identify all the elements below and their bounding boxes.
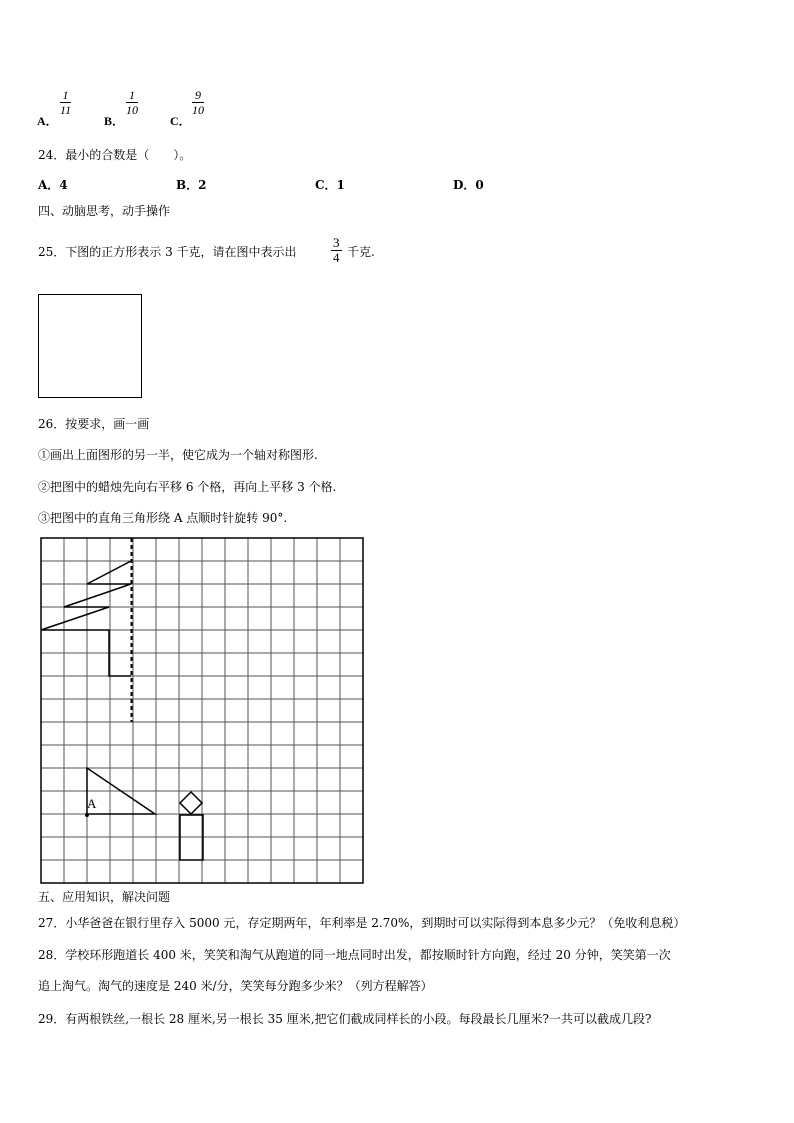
q29-text: 29．有两根铁丝,一根长 28 厘米,另一根长 35 厘米,把它们截成同样长的小段。每段最长几厘米?一共可以截成几段? <box>38 1012 652 1026</box>
q23-option-c-label: C． <box>170 114 191 128</box>
q25-text-after: 千克. <box>347 245 375 259</box>
q23-option-b-label: B． <box>104 114 125 128</box>
q24-option-a: A．4 <box>38 178 68 192</box>
q28-line-2: 追上淘气。淘气的速度是 240 米/分，笑笑每分跑多少米？（列方程解答） <box>38 979 433 993</box>
q26-item-3: ③把图中的直角三角形绕 A 点顺时针旋转 90°. <box>38 511 288 525</box>
q25-text-before: 25．下图的正方形表示 3 千克，请在图中表示出 <box>38 245 297 259</box>
q24-option-c: C．1 <box>315 178 345 192</box>
point-a-dot <box>85 813 89 817</box>
q24-stem: 24．最小的合数是（ ）。 <box>38 148 192 162</box>
q23-option-c-denominator: 10 <box>192 103 204 117</box>
section4-title: 四、动脑思考，动手操作 <box>38 204 171 218</box>
candle-flame <box>180 792 202 814</box>
q24-option-b: B．2 <box>176 178 207 192</box>
section5-title: 五、应用知识，解决问题 <box>38 890 171 904</box>
q28-line-1: 28．学校环形跑道长 400 米，笑笑和淘气从跑道的同一地点同时出发，都按顺时针方向跑，经过 20 分钟，笑笑第一次 <box>38 948 671 962</box>
q24-option-d: D．0 <box>453 178 484 192</box>
q26-item-1: ①画出上面图形的另一半，使它成为一个轴对称图形. <box>38 448 318 462</box>
q23-option-b-numerator: 1 <box>126 88 138 103</box>
q23-option-b-denominator: 10 <box>126 103 138 117</box>
q23-option-a-numerator: 1 <box>60 88 71 103</box>
q23-option-a-label: A． <box>37 114 58 128</box>
q27-text: 27．小华爸爸在银行里存入 5000 元，存定期两年，年利率是 2.70%，到期时可以实际得到本息多少元？（免收利息税） <box>38 916 686 930</box>
q25-fraction-numerator: 3 <box>333 235 340 250</box>
q26-item-2: ②把图中的蜡烛先向右平移 6 个格，再向上平移 3 个格. <box>38 480 337 494</box>
q26-stem: 26．按要求，画一画 <box>38 417 150 431</box>
half-tree-shape <box>41 561 131 676</box>
q23-option-c-numerator: 9 <box>192 88 204 103</box>
q23-option-a-denominator: 11 <box>60 103 72 117</box>
q25-fraction-denominator: 4 <box>333 250 340 265</box>
grid-lines <box>41 538 363 883</box>
point-a-label: A <box>87 796 97 811</box>
